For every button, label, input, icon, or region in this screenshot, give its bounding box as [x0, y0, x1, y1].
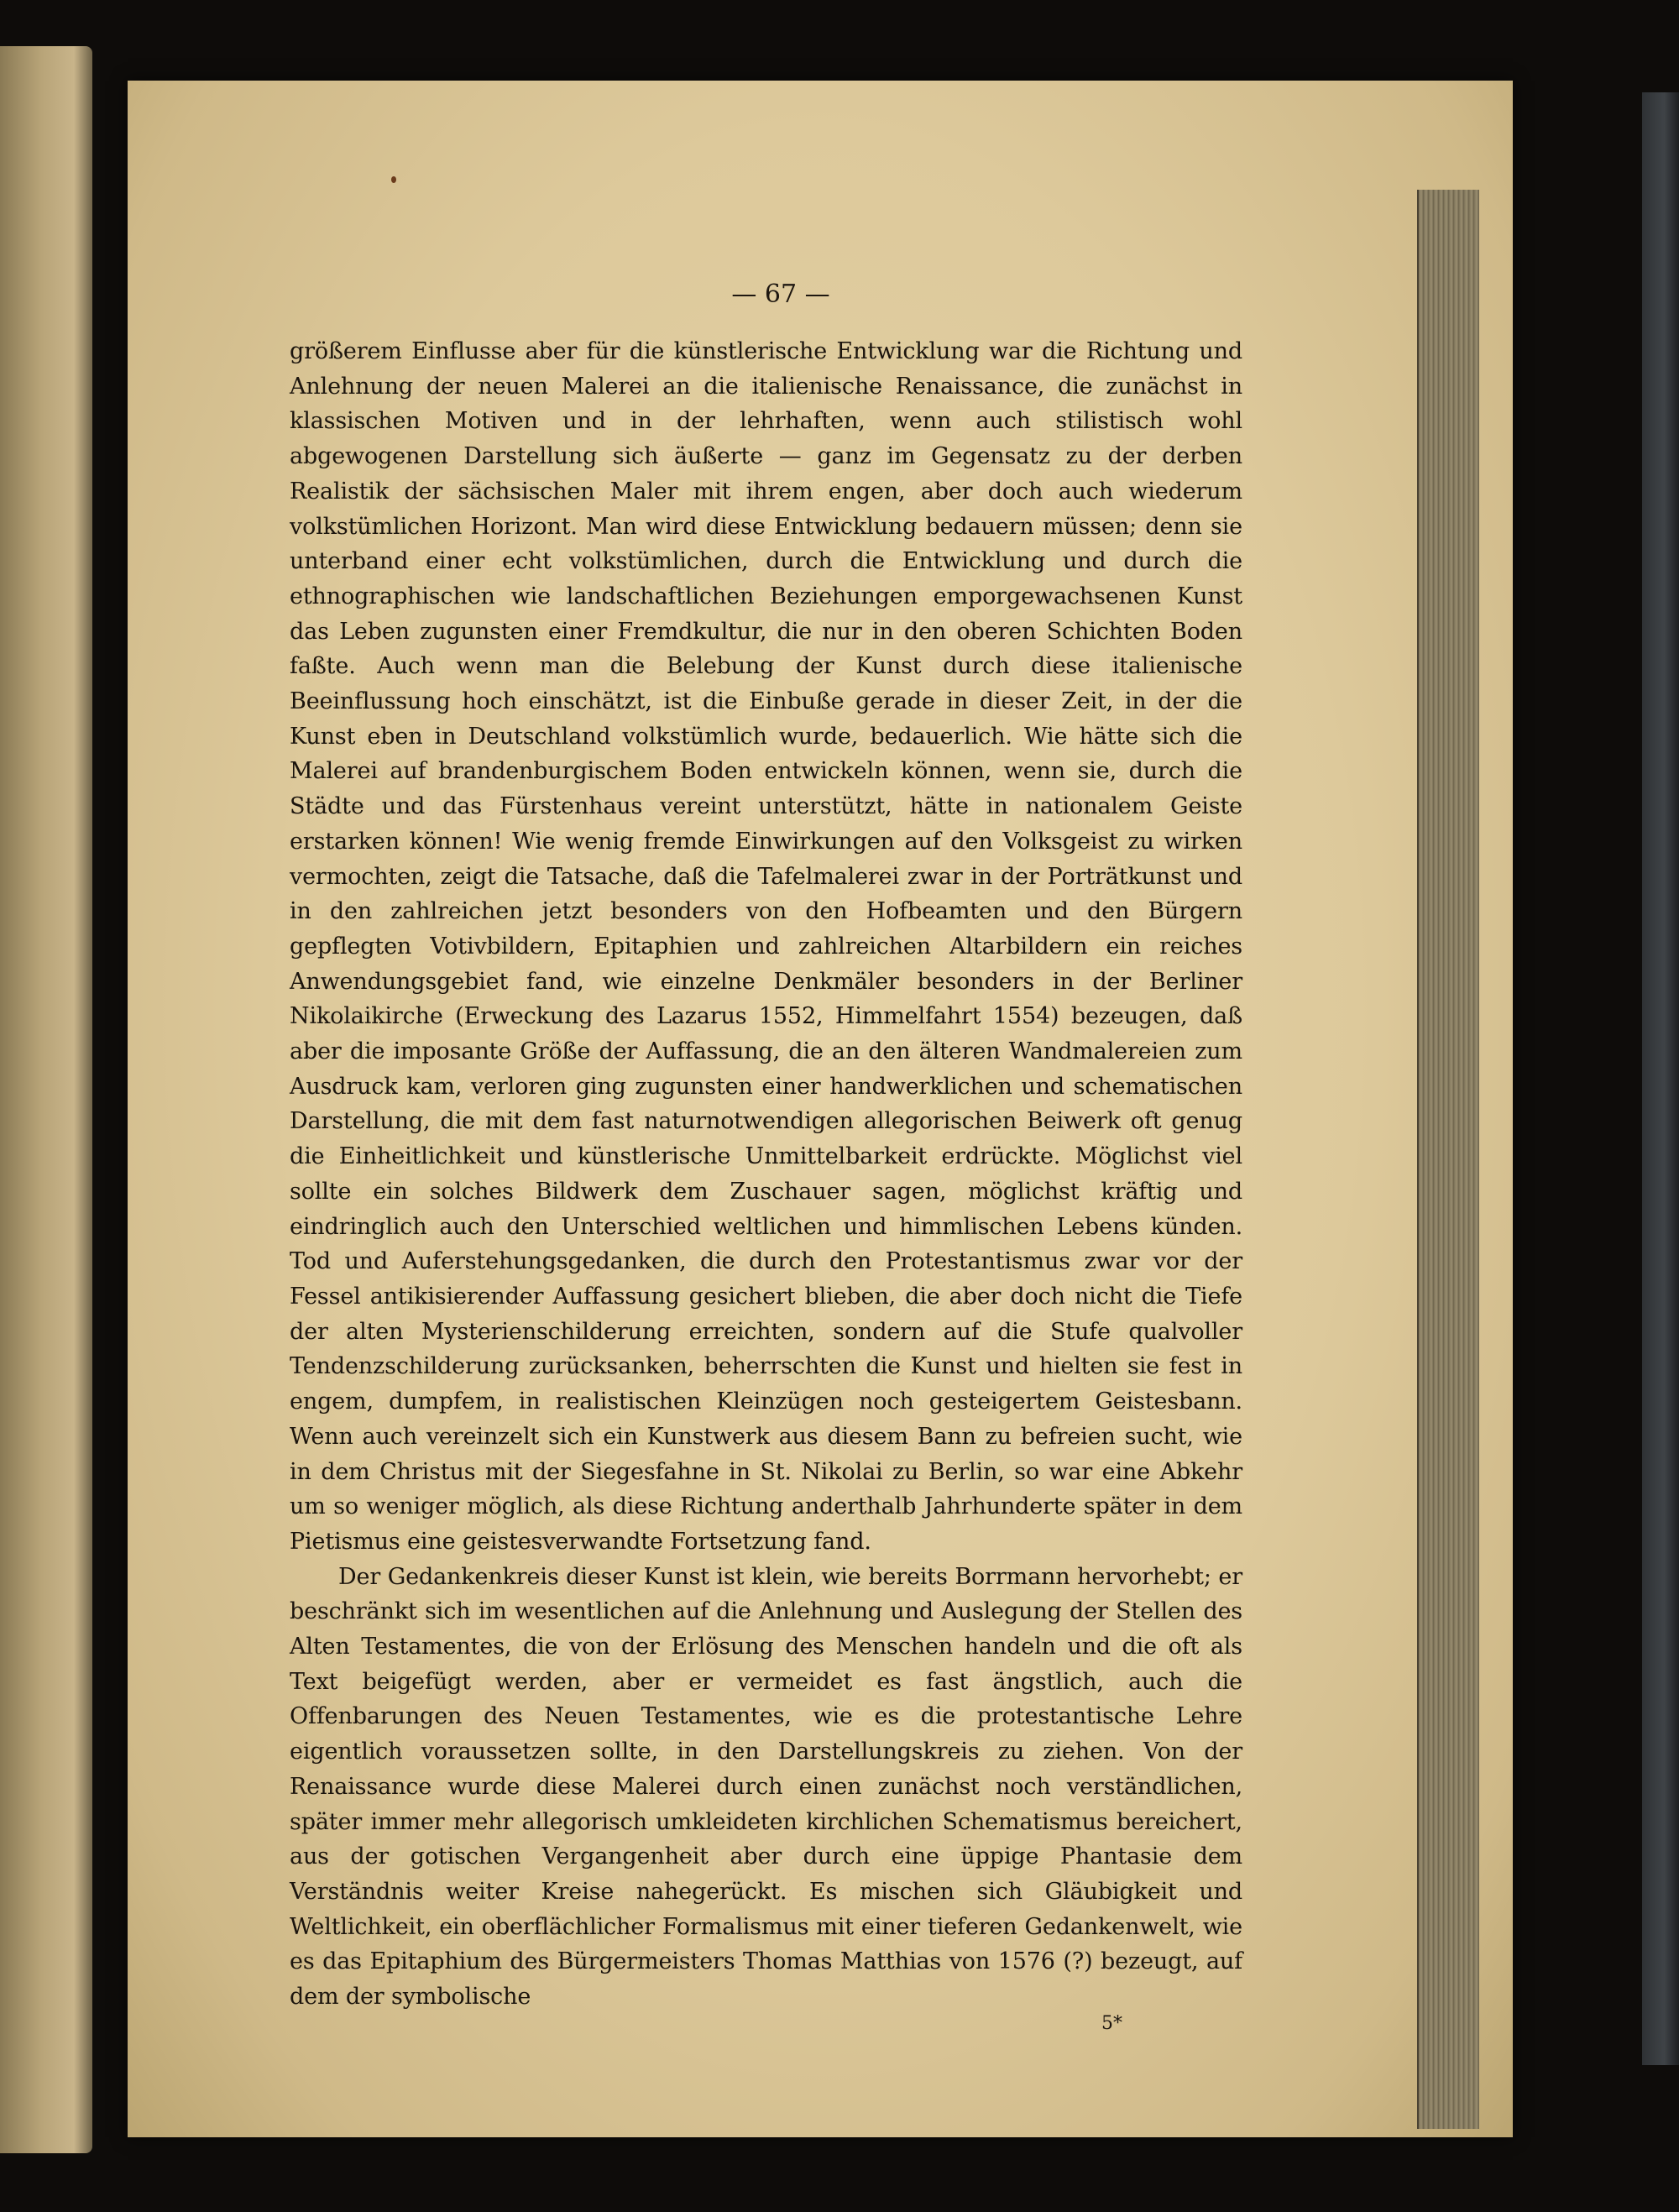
paragraph-1: größerem Einflusse aber für die künstlerische Entwicklung war die Richtung und Anlehnung der neuen Malerei an die italienische Renaissance, die zunächst in klassischen Motiven und in der lehrhaften, wenn auch stilistisch wohl abgewogenen Darstellung sich äußerte — ganz im Gegensatz zu der derben Realistik der sächsischen Maler mit ihrem engen, aber doch auch wiederum volkstümlichen Horizont. Man wird diese Entwicklung bedauern müssen; denn sie unterband einer echt volkstümlichen, durch die Entwicklung und durch die ethnographischen wie landschaftlichen Beziehungen emporgewachsenen Kunst das Leben zugunsten einer Fremdkultur, die nur in den oberen Schichten Boden faßte. Auch wenn man die Belebung der Kunst durch diese italienische Beeinflussung hoch einschätzt, ist die Einbuße gerade in dieser Zeit, in der die Kunst eben in Deutschland volkstümlich wurde, bedauerlich. Wie hätte sich die Malerei auf brandenburgischem Boden entwickeln können, wenn sie, durch die Städte und das Fürstenhaus vereint unterstützt, hätte in nationalem Geiste erstarken können! Wie wenig fremde Einwirkungen auf den Volksgeist zu wirken vermochten, zeigt die Tatsache, daß die Tafelmalerei zwar in der Porträtkunst und in den zahlreichen jetzt besonders von den Hofbeamten und den Bürgern gepflegten Votivbildern, Epitaphien und zahlreichen Altarbildern ein reiches Anwendungsgebiet fand, wie einzelne Denkmäler besonders in der Berliner Nikolaikirche (Erweckung des Lazarus 1552, Himmelfahrt 1554) bezeugen, daß aber die imposante Größe der Auffassung, die an den älteren Wandmalereien zum Ausdruck kam, verloren ging zugunsten einer handwerklichen und schematischen Darstellung, die mit dem fast naturnotwendigen allegorischen Beiwerk oft genug die Einheitlichkeit und künstlerische Unmittelbarkeit erdrückte. Möglichst viel sollte ein solches Bildwerk dem Zuschauer sagen, möglichst kräftig und eindringlich auch den Unterschied weltlichen und himmlischen Lebens künden. Tod und Auferstehungsgedanken, die durch den Protestantismus zwar vor der Fessel antikisierender Auffassung gesichert blieben, die aber doch nicht die Tiefe der alten Mysterienschilderung erreichten, sondern auf die Stufe qualvoller Tendenzschilderung zurücksanken, beherrschten die Kunst und hielten sie fest in engem, dumpfem, in realistischen Kleinzügen noch gesteigertem Geistesbann. Wenn auch vereinzelt sich ein Kunstwerk aus diesem Bann zu befreien sucht, wie in dem Christus mit der Siegesfahne in St. Nikolai zu Berlin, so war eine Abkehr um so weniger möglich, als diese Richtung anderthalb Jahrhunderte später in dem Pietismus eine geistesverwandte Fortsetzung fand.: [290, 338, 1242, 1555]
body-text: [290, 334, 1242, 2015]
paragraph-2: Der Gedankenkreis dieser Kunst ist klein, wie bereits Borrmann hervorhebt; er beschränkt sich im wesentlichen auf die Anlehnung und Auslegung der Stellen des Alten Testamentes, die von der Erlösung des Menschen handeln und die oft als Text beigefügt werden, aber er vermeidet es fast ängstlich, auch die Offenbarungen des Neuen Testamentes, wie es die protestantische Lehre eigentlich voraussetzen sollte, in den Darstellungskreis zu ziehen. Von der Renaissance wurde diese Malerei durch einen zunächst noch verständlichen, später immer mehr allegorisch umkleideten kirchlichen Schematismus bereichert, aus der gotischen Vergangenheit aber durch eine üppige Phantasie dem Verständnis weiter Kreise nahegerückt. Es mischen sich Gläubigkeit und Weltlichkeit, ein oberflächlicher Formalismus mit einer tieferen Gedankenwelt, wie es das Epitaphium des Bürgermeisters Thomas Matthias von 1576 (?) bezeugt, auf dem der symbolische: [290, 1563, 1242, 2011]
book-cover-edge: [1642, 92, 1679, 2065]
facing-page-edge: [0, 46, 92, 2153]
signature-mark: 5*: [1101, 2013, 1122, 2034]
page-number: — 67 —: [731, 280, 830, 309]
page-block-edge: [1417, 190, 1479, 2129]
ink-spot: [391, 176, 396, 183]
